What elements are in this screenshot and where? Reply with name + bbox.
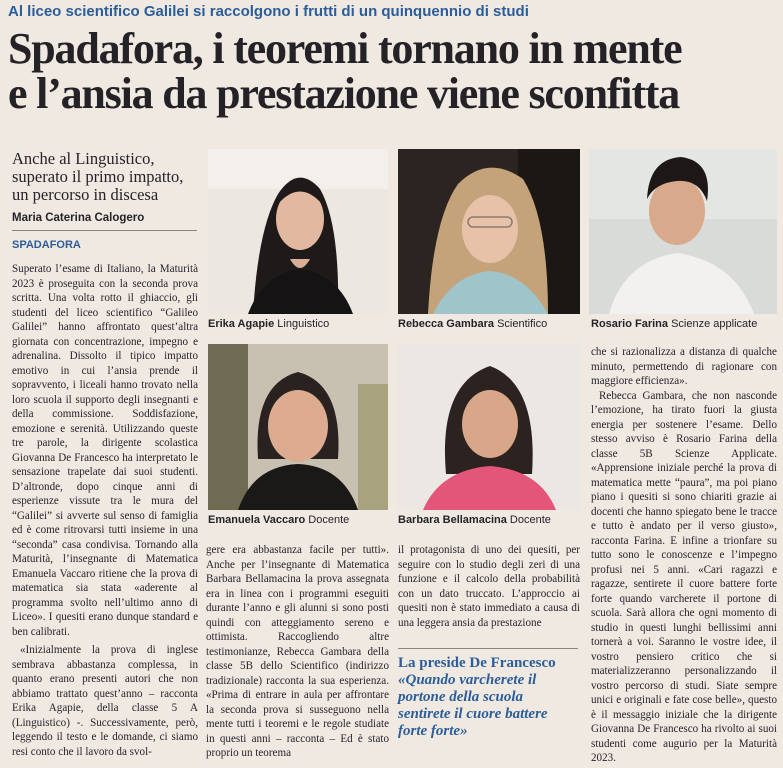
paragraph: che si razionalizza a distanza di qualche minuto, permettendo di ragionare con maggiore efficienza».: [591, 346, 777, 387]
caption-role: Scientifico: [497, 318, 548, 330]
photo-rebecca-gambara: [398, 149, 580, 314]
caption-role: Docente: [308, 514, 350, 526]
pull-quote-box: [398, 648, 578, 740]
photo-caption: [398, 514, 551, 526]
article-column-2: [206, 543, 389, 761]
caption-name: Erika Agapie: [208, 318, 275, 330]
photo-caption: [208, 318, 329, 330]
caption-name: Rosario Farina: [591, 318, 669, 330]
caption-role: Docente: [509, 514, 551, 526]
pull-quote-title: La preside De Francesco: [398, 655, 556, 671]
paragraph: Rebecca Gambara, che non nasconde l’emozione, ha tirato fuori la giusta energia per sostenere l’esame. Dello stesso avviso è Rosario Farina della classe 5B Scienze Applicate. «Apprensione iniziale perché la prova di matematica mette “paura”, ma poi piano piano i quesiti si sono chiariti grazie ai docenti che hanno spiegato bene le tracce e tutto è andato per il verso giusto», racconta Farina. E infine a trionfare su tutto sono le conoscenze e l’impegno profusi nei 5 anni. «Cari ragazzi e ragazze, sentirete il cuore battere forte forte quando varcherete il portone di scuola. Sarà allora che ogni momento di studio in questi lunghi bellissimi anni tornerà a voi. Saranno le vostre idee, il vostro pensiero critico che si materializzeranno personalizzando il vostro percorso di studi. Siate sempre unici e originali e fate cose belle», questo è il messaggio iniziale che la dirigente Giovanna De Francesco ha rivolto ai suoi studenti come augurio per la Maturità 2023.: [591, 389, 777, 764]
caption-role: Scienze applicate: [671, 318, 758, 330]
article-column-4: [591, 345, 777, 766]
pull-quote-text: «Quando varcherete il portone della scuola sentirete il cuore battere forte forte»: [398, 672, 548, 739]
paragraph: il protagonista di uno dei quesiti, per seguire con lo studio degli zeri di una funzione e il calcolo della probabilità con un dato truccato. L’approccio ai quesiti non è stato immediato a causa di una leggera ansia da prestazione: [398, 544, 580, 629]
photo-caption: [591, 318, 757, 330]
photo-emanuela-vaccaro: [208, 344, 388, 510]
headline-line-1: Spadafora, i teoremi tornano in mente: [8, 24, 682, 73]
caption-name: Barbara Bellamacina: [398, 514, 507, 526]
photo-barbara-bellamacina: [398, 344, 580, 510]
photo-caption: [208, 514, 349, 526]
paragraph: Superato l’esame di Italiano, la Maturità 2023 è proseguita con la seconda prova scritta. Una volta rotto il ghiaccio, gli studenti del liceo scientifico “Galileo Galilei” hanno affrontato quest’altra giornata con concentrazione, impegno e adrenalina. Dissolto il tipico impatto emotivo in cui l’ansia prende il sopravvento, i liceali hanno trovato nella loro scuola il supporto degli insegnanti e della commissione. Soddisfazione, emozione e serenità. Utilizzando queste tre parole, la dirigente scolastica Giovanna De Francesco ha interpretato le sensazione trapelate dai suoi studenti. D’altronde, dopo cinque anni di esperienze vissute tra le mura del “Galilei” si avverte sul senso di famiglia ed è come ritrovarsi tutti insieme in una “seconda” casa condivisa. Tornando alla Maturità, l’insegnante di Matematica Emanuela Vaccaro ritiene che la prova di matematica sia stata «aderente al programma svolto nell’ultimo anno di Liceo». I quesiti erano dunque standard e ben calibrati.: [12, 263, 198, 638]
caption-role: Linguistico: [277, 318, 330, 330]
article-column-1: [12, 262, 198, 759]
article-byline: Maria Caterina Calogero: [12, 212, 197, 231]
article-subheadline: Anche al Linguistico, superato il primo impatto, un percorso in discesa: [12, 149, 184, 204]
headline-line-2: e l’ansia da prestazione viene sconfitta: [8, 69, 680, 118]
article-headline: [8, 26, 748, 116]
photo-caption: [398, 318, 547, 330]
photo-rosario-farina: [589, 149, 777, 314]
article-column-3: [398, 543, 580, 630]
article-kicker: Al liceo scientifico Galilei si raccolgono i frutti di un quinquennio di studi: [8, 3, 529, 20]
caption-name: Rebecca Gambara: [398, 318, 494, 330]
paragraph: gere era abbastanza facile per tutti». Anche per l’insegnante di Matematica Barbara Bellamacina la prova assegnata era in linea con i programmi eseguiti durante l’anno e gli alunni si sono posti quindi con atteggiamento sereno e ottimista. Raccogliendo altre testimonianze, Rebecca Gambara della classe 5B dello Scientifico (indirizzo tradizionale) racconta la sua esperienza. «Prima di entrare in aula per affrontare la seconda prova si susseguono nella mente tutti i teoremi e le regole studiate in questi anni – racconta – Ed è stato proprio un teorema: [206, 544, 389, 759]
paragraph: «Inizialmente la prova di inglese sembrava abbastanza complessa, in quanto erano presenti autori che non abbiamo trattato quest’anno – racconta Erika Agapie, della classe 5 A (Linguistico) -. Successivamente, però, leggendo il testo e le domande, ci siamo resi conto che il lavoro da svol-: [12, 644, 198, 758]
article-dateline: SPADAFORA: [12, 239, 81, 251]
caption-name: Emanuela Vaccaro: [208, 514, 306, 526]
photo-erika-agapie: [208, 149, 388, 314]
